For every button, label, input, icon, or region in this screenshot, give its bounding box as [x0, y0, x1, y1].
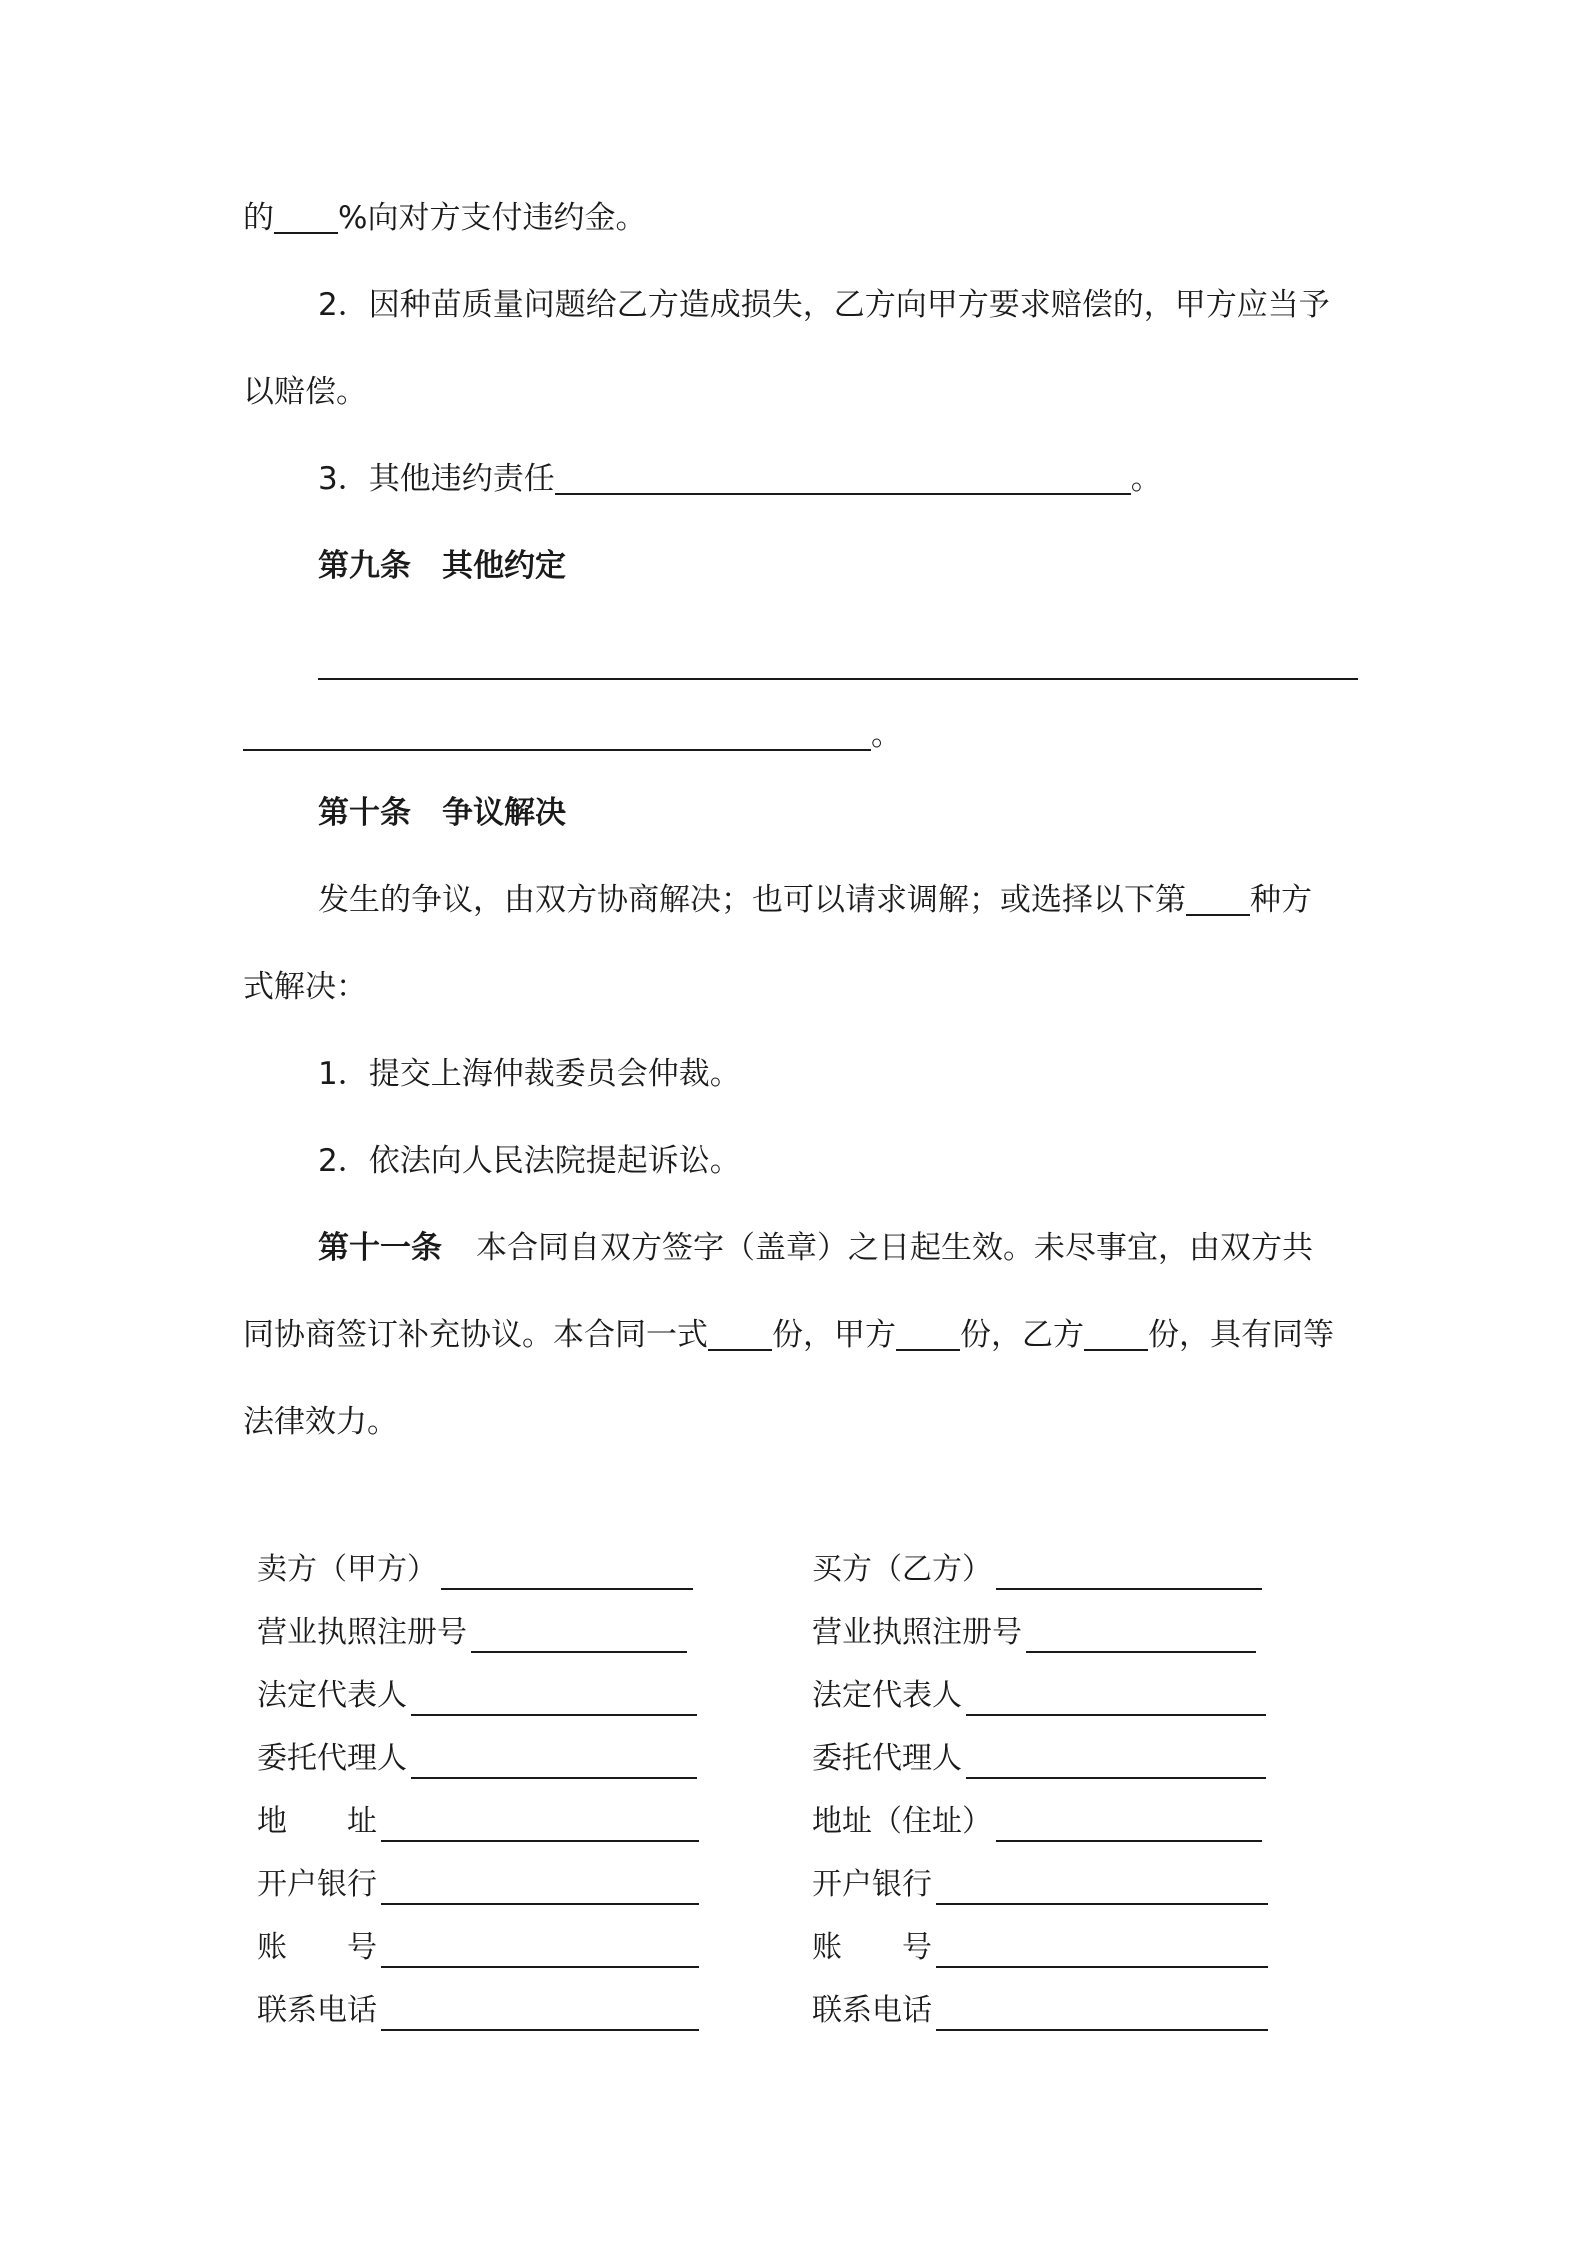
penalty-clause-continuation: [243, 198, 646, 238]
party-a-copies-blank[interactable]: [896, 1319, 960, 1351]
option-arbitration: 1．提交上海仲裁委员会仲裁。: [318, 1056, 741, 1092]
seller-field-license: 营业执照注册号: [257, 1613, 687, 1653]
clause-quality-compensation: 2．因种苗质量问题给乙方造成损失，乙方向甲方要求赔偿的，甲方应当予: [318, 287, 1330, 323]
dispute-resolution-text: 发生的争议，由双方协商解决；也可以请求调解；或选择以下第 种方: [318, 882, 1312, 918]
other-terms-blank-line-2-row: 。: [243, 715, 902, 755]
buyer-field-agent: 委托代理人: [812, 1739, 1266, 1779]
buyer-field-address: 地址（住址）: [812, 1802, 1262, 1842]
copies-clause: 同协商签订补充协议。本合同一式 份，甲方 份，乙方 份，具有同等: [243, 1317, 1334, 1353]
buyer-party-blank[interactable]: [996, 1558, 1262, 1590]
buyer-field-party: 买方（乙方）: [812, 1550, 1262, 1590]
seller-license-blank[interactable]: [471, 1621, 687, 1653]
seller-field-party: 卖方（甲方）: [257, 1550, 693, 1590]
option-litigation: 2．依法向人民法院提起诉讼。: [318, 1143, 741, 1179]
text-fragment: 的: [243, 200, 274, 236]
seller-field-legal-rep: 法定代表人: [257, 1676, 697, 1716]
seller-address-blank[interactable]: [381, 1810, 699, 1842]
clause-other-liability: 3．其他违约责任 。: [318, 461, 1162, 497]
dispute-resolution-text-end: 式解决：: [243, 969, 367, 1005]
buyer-bank-blank[interactable]: [936, 1873, 1268, 1905]
buyer-field-phone: 联系电话: [812, 1991, 1268, 2031]
article-9-heading: 第九条 其他约定: [318, 548, 566, 584]
text-fragment: %向对方支付违约金。: [338, 200, 647, 236]
buyer-account-blank[interactable]: [936, 1936, 1268, 1968]
other-terms-blank-line-2[interactable]: [243, 719, 871, 751]
seller-field-bank: 开户银行: [257, 1865, 699, 1905]
seller-field-account: 账 号: [257, 1928, 699, 1968]
buyer-field-legal-rep: 法定代表人: [812, 1676, 1266, 1716]
seller-account-blank[interactable]: [381, 1936, 699, 1968]
buyer-field-account: 账 号: [812, 1928, 1268, 1968]
seller-field-agent: 委托代理人: [257, 1739, 697, 1779]
seller-agent-blank[interactable]: [411, 1747, 697, 1779]
article-11-heading: 第十一条: [318, 1230, 442, 1266]
buyer-agent-blank[interactable]: [966, 1747, 1266, 1779]
other-terms-blank-line-1[interactable]: [318, 678, 1358, 680]
article-11-text: 第十一条 本合同自双方签字（盖章）之日起生效。未尽事宜，由双方共: [318, 1230, 1313, 1266]
seller-legal-rep-blank[interactable]: [411, 1684, 697, 1716]
percentage-blank[interactable]: [274, 202, 338, 234]
clause-quality-compensation-end: 以赔偿。: [243, 374, 367, 410]
buyer-field-bank: 开户银行: [812, 1865, 1268, 1905]
copies-clause-end: 法律效力。: [243, 1404, 398, 1440]
seller-party-blank[interactable]: [441, 1558, 693, 1590]
resolution-method-blank[interactable]: [1186, 884, 1250, 916]
buyer-legal-rep-blank[interactable]: [966, 1684, 1266, 1716]
buyer-phone-blank[interactable]: [936, 1999, 1268, 2031]
article-10-heading: 第十条 争议解决: [318, 795, 566, 831]
seller-phone-blank[interactable]: [381, 1999, 699, 2031]
other-liability-blank[interactable]: [555, 463, 1131, 495]
seller-field-phone: 联系电话: [257, 1991, 699, 2031]
total-copies-blank[interactable]: [708, 1319, 772, 1351]
buyer-license-blank[interactable]: [1026, 1621, 1256, 1653]
seller-field-address: 地 址: [257, 1802, 699, 1842]
buyer-field-license: 营业执照注册号: [812, 1613, 1256, 1653]
party-b-copies-blank[interactable]: [1084, 1319, 1148, 1351]
buyer-address-blank[interactable]: [996, 1810, 1262, 1842]
seller-bank-blank[interactable]: [381, 1873, 699, 1905]
